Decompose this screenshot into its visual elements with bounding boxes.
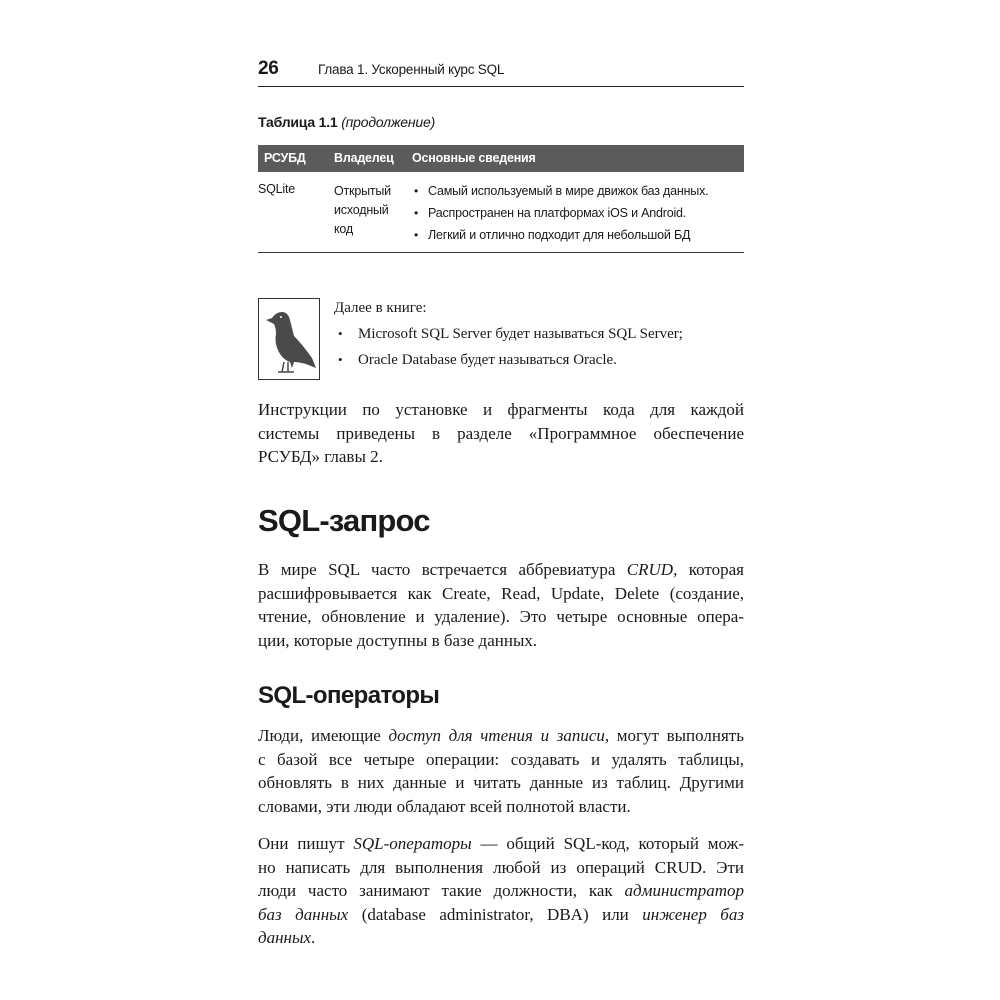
paragraph-line — [258, 903, 744, 927]
text-run: Они пишут — [258, 834, 354, 853]
text-run: Люди, имеющие — [258, 726, 389, 745]
cell-owner — [334, 182, 404, 239]
emphasis-access: доступ для чтения и записи — [388, 726, 605, 745]
column-header-owner: Владелец — [334, 151, 394, 165]
paragraph-line: чтение, обновление и удаление). Это четыре основные опера- — [258, 607, 744, 626]
text-run: , которая — [673, 560, 744, 579]
table-row — [258, 172, 744, 253]
note-item — [334, 324, 683, 350]
text-run: люди часто занимают такие должности, как — [258, 881, 625, 900]
owner-line: код — [334, 222, 353, 236]
note-intro: Далее в книге: — [334, 300, 427, 316]
column-header-info: Основные сведения — [412, 151, 536, 165]
paragraph-line: обновлять в них данные и читать данные из таблиц. Другими — [258, 773, 744, 792]
page-number: 26 — [258, 58, 279, 79]
text-run: (database administrator, DBA) или — [348, 904, 643, 924]
paragraph-line — [258, 926, 744, 950]
note-block — [258, 298, 744, 382]
paragraph-line: системы приведены в разделе «Программное обеспечение — [258, 423, 744, 443]
column-header-dbms: РСУБД — [264, 151, 306, 165]
bullet-icon: • — [414, 206, 419, 220]
paragraph-line — [258, 558, 744, 582]
text-run: — общий SQL-код, который мож- — [471, 834, 745, 853]
bullet-icon: • — [414, 228, 419, 242]
emphasis-sql-statements: SQL-операторы — [353, 834, 472, 853]
paragraph-line: ции, которые доступны в базе данных. — [258, 630, 538, 650]
dbms-table — [258, 145, 744, 253]
emphasis-databases: баз данных — [258, 904, 349, 924]
bullet-icon: • — [338, 352, 343, 367]
text-run: В мире SQL часто встречается аббревиатура — [258, 560, 627, 579]
info-item-text: Легкий и отлично подходит для небольшой БД — [428, 228, 691, 242]
paragraph-line: но написать для выполнения любой из операций CRUD. Эти — [258, 857, 744, 877]
emphasis-crud: CRUD — [626, 560, 674, 579]
text-run: . — [311, 928, 316, 947]
note-item — [334, 350, 683, 376]
paragraph-line: с базой все четыре операции: создавать и удалять таблицы, — [258, 749, 744, 769]
table-caption — [258, 114, 435, 130]
emphasis-engineer: инженер баз — [642, 904, 744, 924]
note-list — [334, 324, 683, 376]
bullet-icon: • — [414, 184, 419, 198]
paragraph-line: словами, эти люди обладают всей полнотой власти. — [258, 796, 631, 816]
text-run: , могут выполнять — [604, 726, 744, 745]
emphasis-data: данных — [258, 928, 312, 947]
info-item — [412, 204, 742, 226]
note-item-text: Microsoft SQL Server будет называться SQL Server; — [358, 326, 683, 342]
paragraph-line — [258, 724, 744, 748]
note-item-text: Oracle Database будет называться Oracle. — [358, 352, 617, 368]
section-heading-sql-query: SQL-запрос — [258, 503, 430, 538]
info-item — [412, 182, 742, 204]
paragraph-crud — [258, 558, 744, 652]
table-caption-note: (продолжение) — [341, 114, 436, 130]
owner-line: исходный — [334, 203, 389, 217]
paragraph-line — [258, 879, 744, 903]
paragraph-statements — [258, 832, 744, 950]
paragraph-line: Инструкции по установке и фрагменты кода для каждой — [258, 400, 744, 419]
bullet-icon: • — [338, 326, 343, 341]
paragraph-line — [258, 832, 744, 856]
paragraph-install — [258, 398, 744, 469]
cell-info-list — [412, 182, 742, 248]
info-item-text: Распространен на платформах iOS и Android. — [428, 206, 687, 220]
info-item — [412, 226, 742, 248]
info-item-text: Самый используемый в мире движок баз данных. — [428, 184, 709, 198]
raven-icon — [258, 298, 320, 380]
table-header — [258, 145, 744, 172]
owner-line: Открытый — [334, 184, 391, 198]
paragraph-access — [258, 724, 744, 818]
paragraph-line: РСУБД» главы 2. — [258, 447, 383, 466]
section-heading-sql-operators: SQL-операторы — [258, 682, 440, 709]
chapter-title: Глава 1. Ускоренный курс SQL — [318, 62, 505, 77]
cell-dbms: SQLite — [258, 182, 296, 196]
running-head — [258, 56, 744, 87]
paragraph-line: расшифровывается как Create, Read, Update, Delete (создание, — [258, 583, 744, 603]
emphasis-admin: администратор — [624, 881, 744, 900]
note-text — [334, 298, 683, 376]
table-caption-label: Таблица 1.1 — [258, 114, 338, 130]
